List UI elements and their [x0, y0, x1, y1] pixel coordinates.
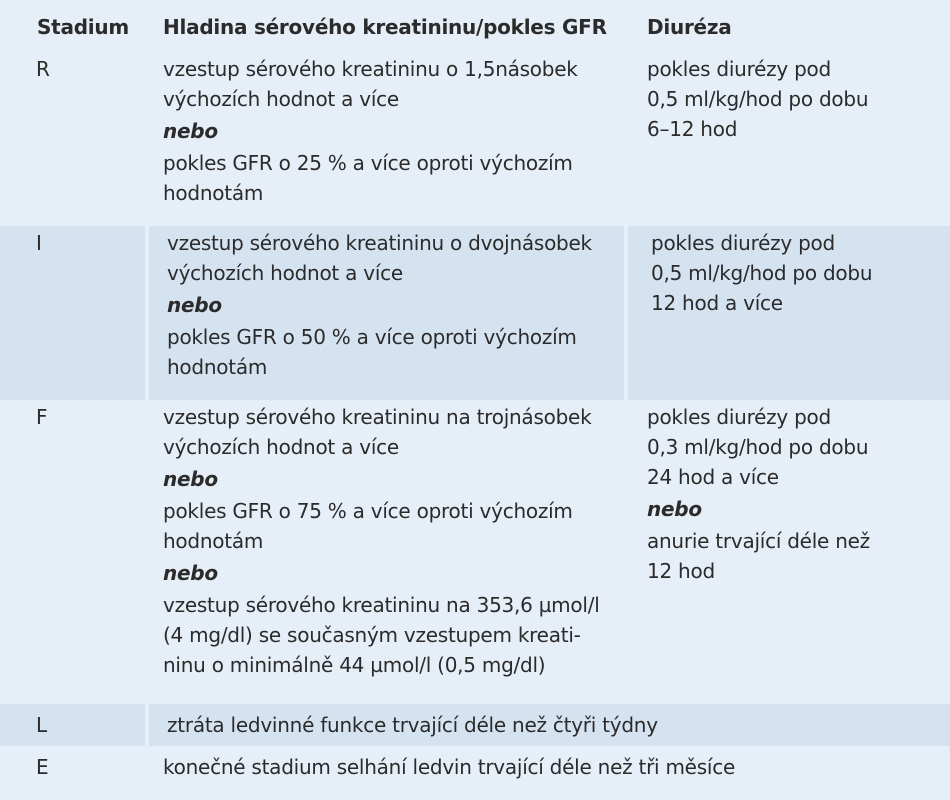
- criterion-text: pokles GFR o 50 % a více oproti výchozím: [167, 325, 577, 349]
- diuresis-text: 12 hod a více: [651, 291, 783, 315]
- diuresis-cell: [624, 52, 950, 226]
- creatinine-cell: [145, 400, 624, 704]
- or-label: nebo: [163, 119, 218, 143]
- criterion-text: pokles GFR o 25 % a více oproti výchozím: [163, 151, 573, 175]
- or-label: nebo: [163, 561, 218, 585]
- criterion-text: konečné stadium selhání ledvin trvající déle než tři měsíce: [163, 755, 736, 779]
- criterion-text: hodnotám: [167, 355, 268, 379]
- diuresis-text: anurie trvající déle než: [647, 529, 870, 553]
- header-diuresis: Diuréza: [624, 0, 950, 52]
- stage-cell: E: [0, 746, 145, 800]
- diuresis-text: pokles diurézy pod: [647, 405, 831, 429]
- criterion-text: vzestup sérového kreatininu na 353,6 µmol/l: [163, 593, 600, 617]
- criterion-text: výchozích hodnot a více: [163, 87, 399, 111]
- criterion-text: hodnotám: [163, 181, 264, 205]
- creatinine-cell: [145, 226, 624, 400]
- diuresis-text: pokles diurézy pod: [647, 57, 831, 81]
- creatinine-cell: [145, 52, 624, 226]
- diuresis-text: 24 hod a více: [647, 465, 779, 489]
- diuresis-text: 0,5 ml/kg/hod po dobu: [651, 261, 873, 285]
- criterion-text: výchozích hodnot a více: [167, 261, 403, 285]
- criterion-text: vzestup sérového kreatininu o 1,5násobek: [163, 57, 578, 81]
- criterion-text: ninu o minimálně 44 µmol/l (0,5 mg/dl): [163, 653, 546, 677]
- criterion-text: vzestup sérového kreatininu na trojnásobek: [163, 405, 592, 429]
- creatinine-cell: [145, 746, 950, 800]
- or-label: nebo: [647, 497, 702, 521]
- criterion-text: ztráta ledvinné funkce trvající déle než čtyři týdny: [167, 713, 658, 737]
- criterion-text: výchozích hodnot a více: [163, 435, 399, 459]
- stage-cell: I: [0, 226, 145, 400]
- diuresis-text: 6–12 hod: [647, 117, 738, 141]
- creatinine-cell: [145, 704, 950, 746]
- or-label: nebo: [167, 293, 222, 317]
- criterion-text: hodnotám: [163, 529, 264, 553]
- diuresis-text: 12 hod: [647, 559, 715, 583]
- diuresis-text: 0,3 ml/kg/hod po dobu: [647, 435, 869, 459]
- diuresis-text: 0,5 ml/kg/hod po dobu: [647, 87, 869, 111]
- criterion-text: pokles GFR o 75 % a více oproti výchozím: [163, 499, 573, 523]
- or-label: nebo: [163, 467, 218, 491]
- header-creatinine: Hladina sérového kreatininu/pokles GFR: [145, 0, 624, 52]
- header-stage: Stadium: [0, 0, 145, 52]
- criterion-text: (4 mg/dl) se současným vzestupem kreati-: [163, 623, 581, 647]
- stage-cell: R: [0, 52, 145, 226]
- diuresis-text: pokles diurézy pod: [651, 231, 835, 255]
- diuresis-cell: [624, 400, 950, 704]
- criterion-text: vzestup sérového kreatininu o dvojnásobek: [167, 231, 592, 255]
- stage-cell: L: [0, 704, 145, 746]
- stage-cell: F: [0, 400, 145, 704]
- diuresis-cell: [624, 226, 950, 400]
